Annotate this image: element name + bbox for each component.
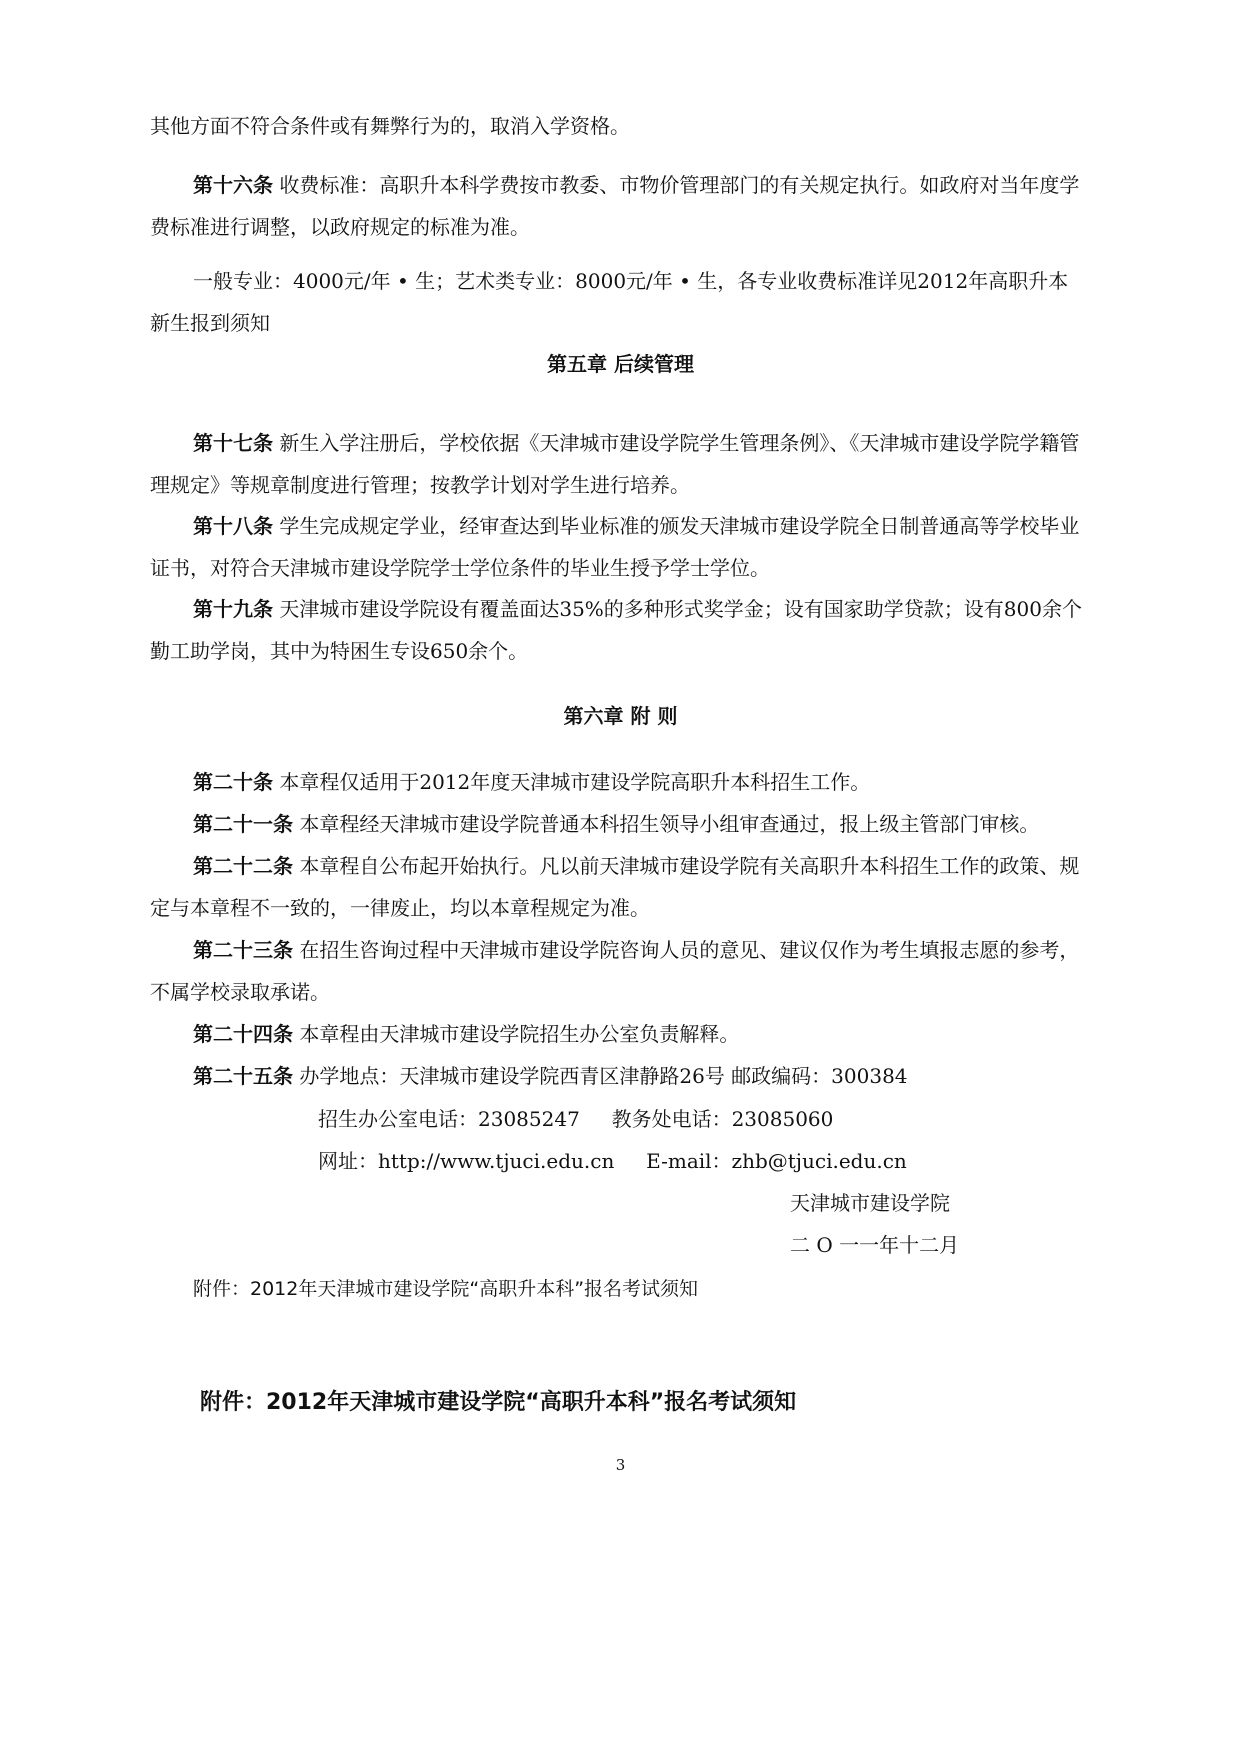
article-19 bbox=[150, 588, 1085, 672]
fee-standard: 一般专业：4000元/年 • 生；艺术类专业：8000元/年 • 生，各专业收费标准详见2012年高职升本新生报到须知 bbox=[150, 269, 1069, 335]
article-21-label: 第二十一条 bbox=[193, 812, 293, 836]
article-16 bbox=[150, 164, 1085, 248]
article-16-text: 收费标准：高职升本科学费按市教委、市物价管理部门的有关规定执行。如政府对当年度学费标准进行调整，以政府规定的标准为准。 bbox=[150, 173, 1080, 239]
article-23-text: 在招生咨询过程中天津城市建设学院咨询人员的意见、建议仅作为考生填报志愿的参考，不属学校录取承诺。 bbox=[150, 938, 1080, 1004]
continuation-line: 其他方面不符合条件或有舞弊行为的，取消入学资格。 bbox=[150, 114, 630, 138]
article-16-label: 第十六条 bbox=[193, 173, 273, 197]
article-24-text: 本章程由天津城市建设学院招生办公室负责解释。 bbox=[299, 1022, 740, 1046]
article-22 bbox=[150, 845, 1085, 929]
chapter-5-heading: 第五章 后续管理 bbox=[547, 352, 694, 376]
article-18-text: 学生完成规定学业，经审查达到毕业标准的颁发天津城市建设学院全日制普通高等学校毕业证书，对符合天津城市建设学院学士学位条件的毕业生授予学士学位。 bbox=[150, 514, 1080, 580]
article-21 bbox=[150, 803, 1085, 845]
article-22-label: 第二十二条 bbox=[193, 854, 293, 878]
article-17 bbox=[150, 422, 1085, 506]
article-22-text: 本章程自公布起开始执行。凡以前天津城市建设学院有关高职升本科招生工作的政策、规定与本章程不一致的，一律废止，均以本章程规定为准。 bbox=[150, 854, 1080, 920]
article-17-label: 第十七条 bbox=[193, 431, 273, 455]
article-25-text: 办学地点：天津城市建设学院西青区津静路26号 邮政编码：300384 bbox=[299, 1064, 908, 1088]
article-19-label: 第十九条 bbox=[193, 597, 273, 621]
attachment-title: 附件：2012年天津城市建设学院“高职升本科”报名考试须知 bbox=[200, 1390, 797, 1415]
article-24-label: 第二十四条 bbox=[193, 1022, 293, 1046]
article-21-text: 本章程经天津城市建设学院普通本科招生领导小组审查通过，报上级主管部门审核。 bbox=[299, 812, 1040, 836]
article-23 bbox=[150, 929, 1085, 1013]
signature-date: 二 O 一一年十二月 bbox=[790, 1233, 960, 1257]
contact-web-email: 网址：http://www.tjuci.edu.cn E-mail：zhb@tjuci.edu.cn bbox=[318, 1149, 907, 1173]
contact-phones: 招生办公室电话：23085247 教务处电话：23085060 bbox=[318, 1107, 834, 1131]
signature-organization: 天津城市建设学院 bbox=[790, 1191, 950, 1215]
article-23-label: 第二十三条 bbox=[193, 938, 293, 962]
article-25 bbox=[150, 1055, 1085, 1097]
chapter-6-heading: 第六章 附 则 bbox=[563, 704, 678, 728]
article-18 bbox=[150, 505, 1085, 589]
article-17-text: 新生入学注册后，学校依据《天津城市建设学院学生管理条例》、《天津城市建设学院学籍管理规定》等规章制度进行管理；按教学计划对学生进行培养。 bbox=[150, 431, 1080, 497]
article-20-label: 第二十条 bbox=[193, 770, 273, 794]
article-19-text: 天津城市建设学院设有覆盖面达35%的多种形式奖学金；设有国家助学贷款；设有800余个勤工助学岗，其中为特困生专设650余个。 bbox=[150, 597, 1082, 663]
article-18-label: 第十八条 bbox=[193, 514, 273, 538]
article-25-label: 第二十五条 bbox=[193, 1064, 293, 1088]
article-20 bbox=[150, 761, 1085, 803]
article-20-text: 本章程仅适用于2012年度天津城市建设学院高职升本科招生工作。 bbox=[279, 770, 871, 794]
page-number: 3 bbox=[615, 1456, 626, 1474]
attachment-note: 附件：2012年天津城市建设学院“高职升本科”报名考试须知 bbox=[193, 1278, 699, 1300]
article-24 bbox=[150, 1013, 1085, 1055]
